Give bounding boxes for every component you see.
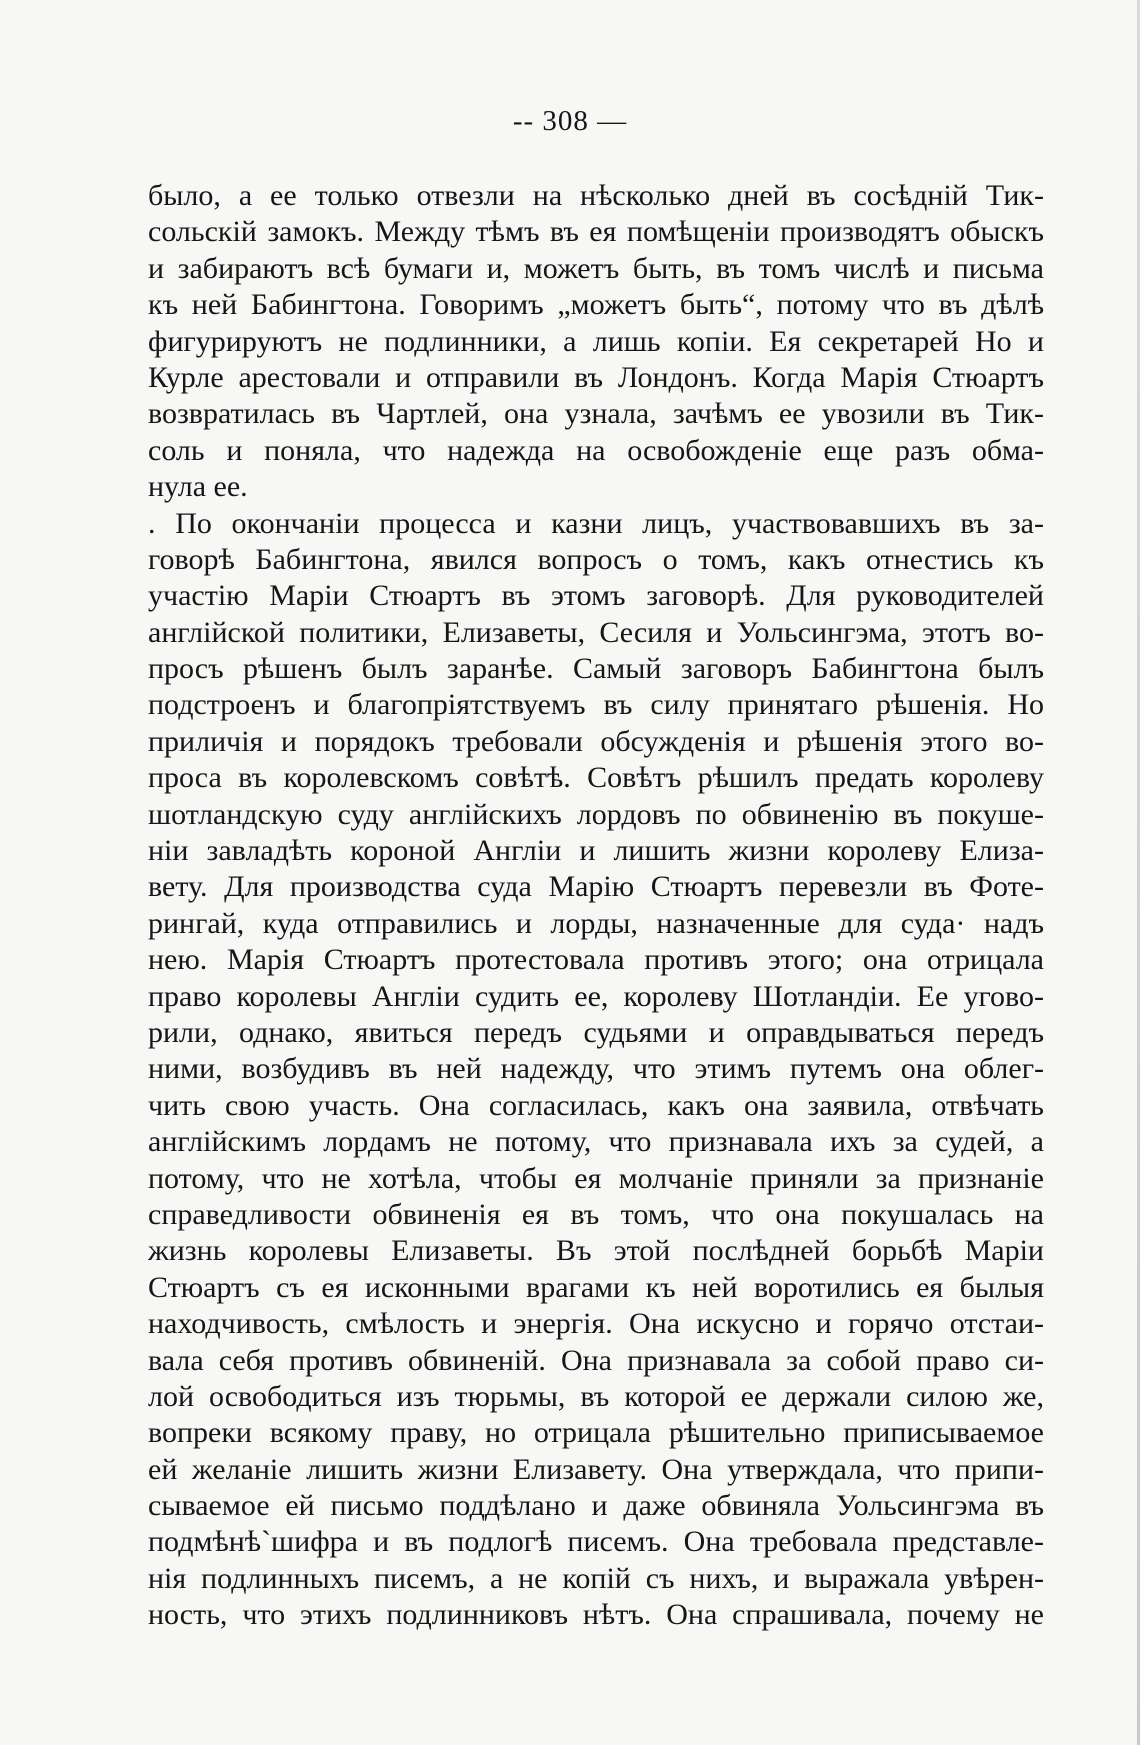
text-line: . По окончаніи процесса и казни лицъ, участвовавшихъ въ за- — [148, 506, 1044, 540]
text-line: чить свою участь. Она согласилась, какъ она заявила, отвѣчать — [148, 1088, 1044, 1122]
text-line: вопреки всякому праву, но отрицала рѣшительно приписываемое — [148, 1416, 1044, 1450]
text-line: ей желаніе лишить жизни Елизавету. Она утверждала, что припи- — [148, 1452, 1044, 1486]
text-line: сольскій замокъ. Между тѣмъ въ ея помѣщеніи производятъ обыскъ — [148, 215, 1044, 249]
text-line: Стюартъ съ ея исконными врагами къ ней воротились ея былыя — [148, 1270, 1044, 1304]
text-line: право королевы Англіи судить ее, королеву Шотландіи. Ее угово- — [148, 979, 1044, 1013]
text-line: соль и поняла, что надежда на освобожденіе еще разъ обма- — [148, 433, 1044, 467]
text-line: находчивость, смѣлость и энергія. Она искусно и горячо отстаи- — [148, 1307, 1044, 1341]
text-line: сываемое ей письмо поддѣлано и даже обвиняла Уольсингэма въ — [148, 1489, 1044, 1523]
text-line: жизнь королевы Елизаветы. Въ этой послѣдней борьбѣ Маріи — [148, 1234, 1044, 1268]
text-line: вету. Для производства суда Марію Стюартъ перевезли въ Фоте- — [148, 870, 1044, 904]
text-line: справедливости обвиненія ея въ томъ, что она покушалась на — [148, 1197, 1044, 1231]
text-line: нія подлинныхъ писемъ, а не копій съ нихъ, и выражала увѣрен- — [148, 1561, 1044, 1595]
text-line: приличія и порядокъ требовали обсужденія и рѣшенія этого во- — [148, 724, 1044, 758]
text-line: англійской политики, Елизаветы, Сесиля и Уольсингэма, этотъ во- — [148, 615, 1044, 649]
text-line: къ ней Бабингтона. Говоримъ „можетъ быть“, потому что въ дѣлѣ — [148, 288, 1044, 322]
page-number: -- 308 — — [512, 105, 628, 137]
text-line: рингай, куда отправились и лорды, назначенные для суда· надъ — [148, 906, 1044, 940]
text-line: потому, что не хотѣла, чтобы ея молчаніе приняли за признаніе — [148, 1161, 1044, 1195]
body-text — [148, 178, 1044, 1634]
text-line: просъ рѣшенъ былъ заранѣе. Самый заговоръ Бабингтона былъ — [148, 652, 1044, 686]
text-line: проса въ королевскомъ совѣтѣ. Совѣтъ рѣшилъ предать королеву — [148, 761, 1044, 795]
text-line: ніи завладѣть короной Англіи и лишить жизни королеву Елиза- — [148, 834, 1044, 868]
text-line: англійскимъ лордамъ не потому, что признавала ихъ за судей, а — [148, 1125, 1044, 1159]
text-line: Курле арестовали и отправили въ Лондонъ. Когда Марія Стюартъ — [148, 360, 1044, 394]
text-line: и забираютъ всѣ бумаги и, можетъ быть, въ томъ числѣ и письма — [148, 251, 1044, 285]
text-line: рили, однако, явиться передъ судьями и оправдываться передъ — [148, 1015, 1044, 1049]
text-line: нею. Марія Стюартъ протестовала противъ этого; она отрицала — [148, 943, 1044, 977]
text-line: подмѣнѣ`шифра и въ подлогѣ писемъ. Она требовала представле- — [148, 1525, 1044, 1559]
text-line: было, а ее только отвезли на нѣсколько дней въ сосѣдній Тик- — [148, 179, 1044, 212]
text-line: лой освободиться изъ тюрьмы, въ которой ее держали силою же, — [148, 1379, 1044, 1413]
text-line: подстроенъ и благопріятствуемъ въ силу принятаго рѣшенія. Но — [148, 688, 1044, 722]
text-line: ность, что этихъ подлинниковъ нѣтъ. Она спрашивала, почему не — [148, 1598, 1044, 1632]
text-line: нула ее. — [148, 470, 248, 504]
text-line: шотландскую суду англійскихъ лордовъ по обвиненію въ покуше- — [148, 797, 1044, 831]
text-line: говорѣ Бабингтона, явился вопросъ о томъ, какъ отнестись къ — [148, 542, 1044, 576]
text-line: участію Маріи Стюартъ въ этомъ заговорѣ. Для руководителей — [148, 579, 1044, 613]
text-line: фигурируютъ не подлинники, а лишь копіи. Ея секретарей Но и — [148, 324, 1044, 358]
text-line: ними, возбудивъ въ ней надежду, что этимъ путемъ она облег- — [148, 1052, 1044, 1086]
text-line: возвратилась въ Чартлей, она узнала, зачѣмъ ее увозили въ Тик- — [148, 397, 1044, 431]
text-line: вала себя противъ обвиненій. Она признавала за собой право си- — [148, 1343, 1044, 1377]
